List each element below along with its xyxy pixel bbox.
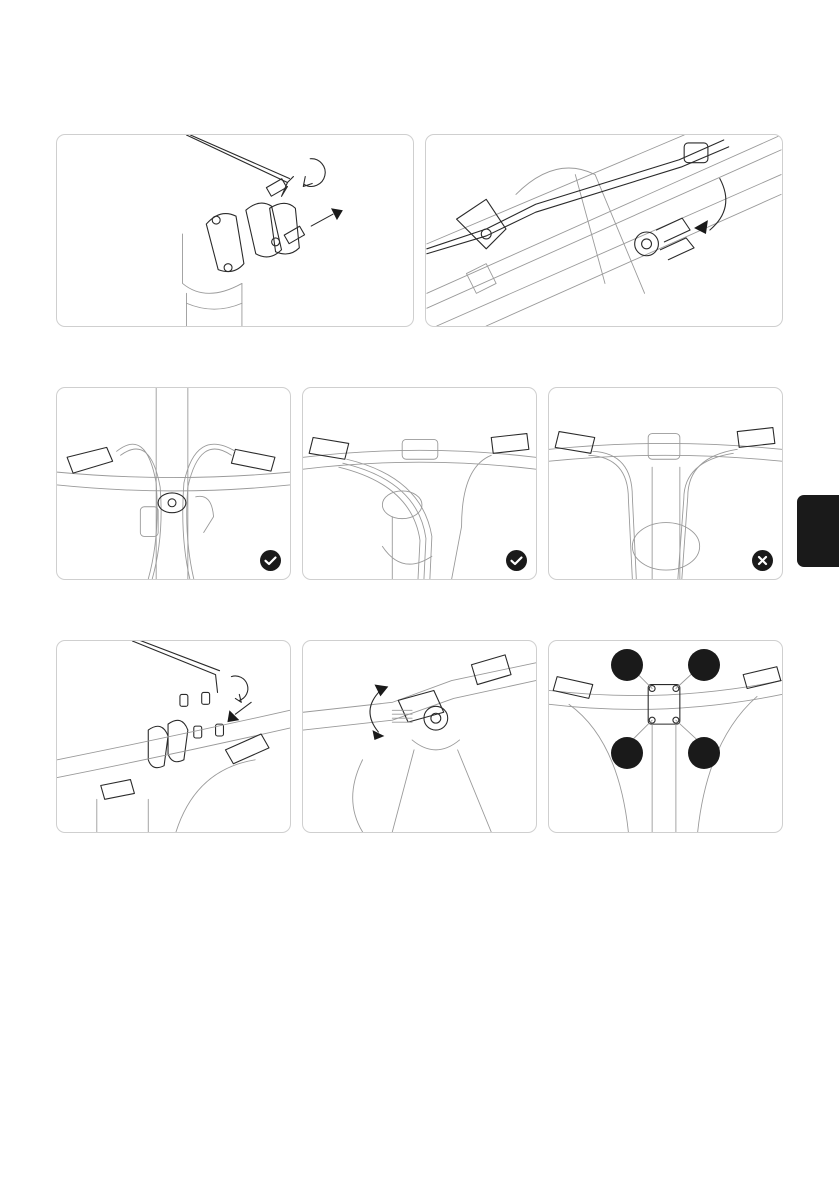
hex-key-icon: [136, 641, 219, 671]
step-panel-remove-stem-cap: [56, 134, 414, 327]
rotate-bell-illustration: [426, 135, 782, 326]
step-panel-tighten-sequence: [548, 640, 783, 833]
rotate-arrow-icon: [370, 690, 380, 732]
step-panel-rotate-handlebar: [302, 640, 537, 833]
check-icon: [260, 550, 281, 571]
step-panel-cable-routing-ok-1: [56, 387, 291, 580]
install-stem-cap-illustration: [57, 641, 290, 832]
rotate-handlebar-illustration: [303, 641, 536, 832]
sequence-marker-4: [688, 737, 720, 769]
cable-routing-ok-1-illustration: [57, 388, 290, 579]
sequence-marker-3: [611, 737, 643, 769]
check-icon: [506, 550, 527, 571]
step-panel-cable-routing-ok-2: [302, 387, 537, 580]
rotate-ccw-icon: [304, 159, 325, 187]
step-panel-cable-routing-wrong: [548, 387, 783, 580]
cable-routing-ok-2-illustration: [303, 388, 536, 579]
step-panel-install-stem-cap: [56, 640, 291, 833]
curved-arrow-icon: [710, 179, 726, 230]
remove-stem-cap-illustration: [57, 135, 413, 326]
sequence-marker-2: [688, 649, 720, 681]
cable-routing-wrong-illustration: [549, 388, 782, 579]
tighten-sequence-illustration: [549, 641, 782, 832]
step-panel-rotate-bell: [425, 134, 783, 327]
cross-icon: [752, 550, 773, 571]
arrow-in-icon: [235, 702, 251, 714]
sequence-marker-1: [611, 649, 643, 681]
chapter-side-tab: [797, 495, 839, 567]
arrow-out-icon: [311, 214, 333, 226]
